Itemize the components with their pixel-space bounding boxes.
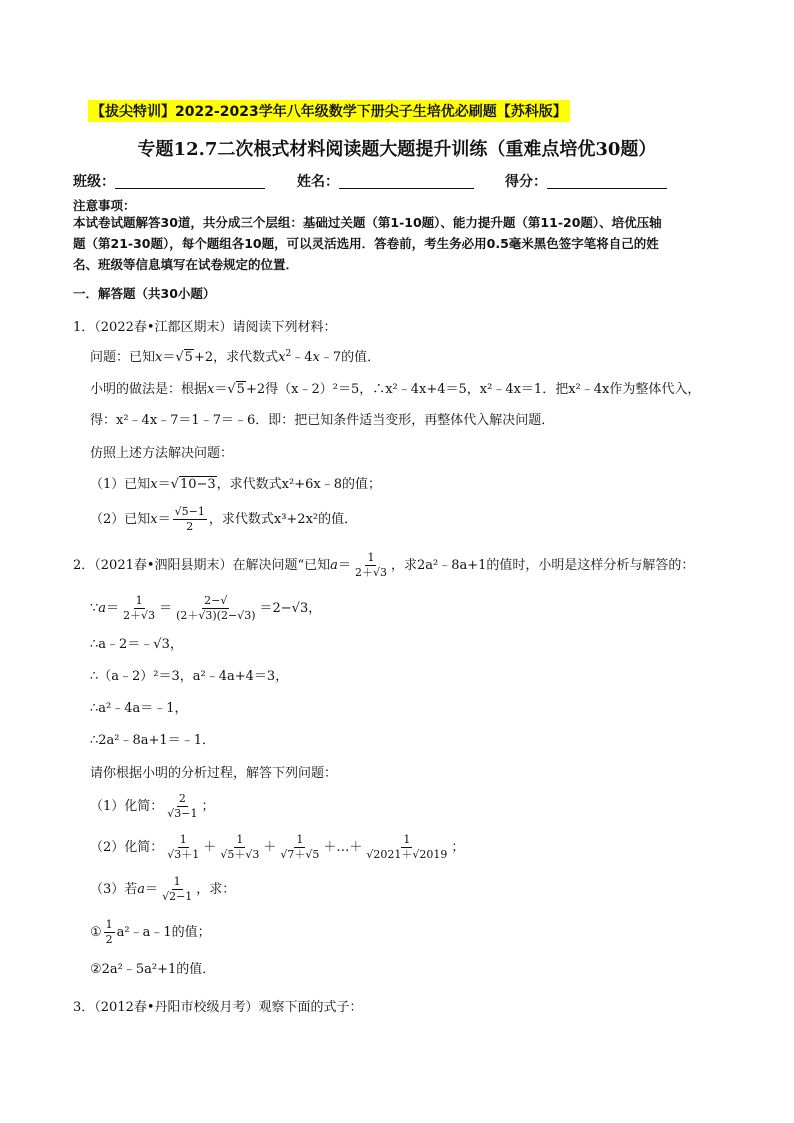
score-blank[interactable]: [547, 174, 667, 189]
class-field: [73, 171, 265, 191]
class-blank[interactable]: [115, 174, 265, 189]
q1-problem: 问题：已知x＝√5+2，求代数式$x^2﹣4x﹣7$的值．: [90, 349, 381, 365]
q3-stem: 3．（2012春•丹阳市校级月考）观察下面的式子：: [73, 1000, 363, 1015]
q2-case-1: ① $\frac{1}{2}$ a²﹣a﹣1的值；: [90, 918, 211, 946]
q2-part-2: （2）化简： $\frac{1}{√3+1}$ ＋ $\frac{1}{√5+√3}$ ＋ $\frac{1}{√7+√5}$ ＋…＋ $\frac{1}{√2021+√2019}$ ；: [90, 833, 465, 861]
q1-imitate: 仿照上述方法解决问题：: [90, 446, 234, 461]
q1-xiaoming-2: 得：x²﹣4x﹣7＝1﹣7＝﹣6．即：把已知条件适当变形，再整体代入解决问题．: [90, 413, 555, 428]
notes-heading: 注意事项：: [73, 198, 136, 213]
q1-part-2: （2）已知x＝ $\frac{√5-1}{2}$ ，求代数式x³+2x²的值．: [90, 505, 358, 533]
notes-body: [73, 212, 662, 275]
class-label: 班级：: [73, 174, 115, 190]
score-field: [505, 171, 667, 191]
name-blank[interactable]: [339, 174, 474, 189]
q2-step-3: ∴（a﹣2）²＝3，a²﹣4a+4＝3，: [90, 669, 289, 684]
score-label: 得分：: [505, 174, 547, 190]
notes-line-3: 名、班级等信息填写在试卷规定的位置．: [73, 257, 299, 272]
q2-step-4: ∴a²﹣4a＝﹣1，: [90, 701, 188, 716]
q2-step-1: ∵a＝ $\frac{1}{2+√3}$ ＝ $\frac{2-√}{(2+√3)(2-√3)}$ ＝2−√3，: [90, 594, 322, 622]
series-banner: 【拔尖特训】2022-2023学年八年级数学下册尖子生培优必刷题【苏科版】: [88, 100, 570, 122]
notes-line-2: 题（第21-30题），每个题组各10题，可以灵活选用．答卷前，考生务必用0.5毫米黑色签字笔将自己的姓: [73, 236, 659, 251]
section-heading: 一．解答题（共30小题）: [73, 286, 216, 301]
q2-part-1: （1）化简： $\frac{2}{√3-1}$ ；: [90, 792, 215, 820]
notes-line-1: 本试卷试题解答30道，共分成三个层组：基础过关题（第1-10题）、能力提升题（第11-20题）、培优压轴: [73, 215, 662, 230]
name-label: 姓名：: [297, 174, 339, 190]
name-field: [297, 171, 474, 191]
q2-part-3: （3）若a＝ $\frac{1}{√2-1}$ ，求：: [90, 875, 236, 903]
q1-xiaoming-1: 小明的做法是：根据x＝√5+2得（x﹣2）²＝5，∴x²﹣4x+4＝5，x²﹣4x＝1．把x²﹣4x作为整体代入，: [90, 382, 701, 397]
q2-step-2: ∴a﹣2＝﹣√3，: [90, 637, 183, 652]
q1-part-1: （1）已知x＝√10−3，求代数式x²+6x﹣8的值；: [90, 477, 381, 492]
page-title: 专题12.7二次根式材料阅读题大题提升训练（重难点培优30题）: [137, 139, 657, 160]
q2-case-2: ②2a²﹣5a²+1的值．: [90, 962, 216, 977]
q1-stem: 1．（2022春•江都区期末）请阅读下列材料：: [73, 320, 337, 335]
q2-ask: 请你根据小明的分析过程，解答下列问题：: [90, 766, 338, 781]
q2-stem: 2．（2021春•泗阳县期末）在解决问题“已知a＝ $\frac{1}{2+√3}$ ，求2a²﹣8a+1的值时，小明是这样分析与解答的：: [73, 551, 695, 579]
q2-step-5: ∴2a²﹣8a+1＝﹣1．: [90, 733, 215, 748]
